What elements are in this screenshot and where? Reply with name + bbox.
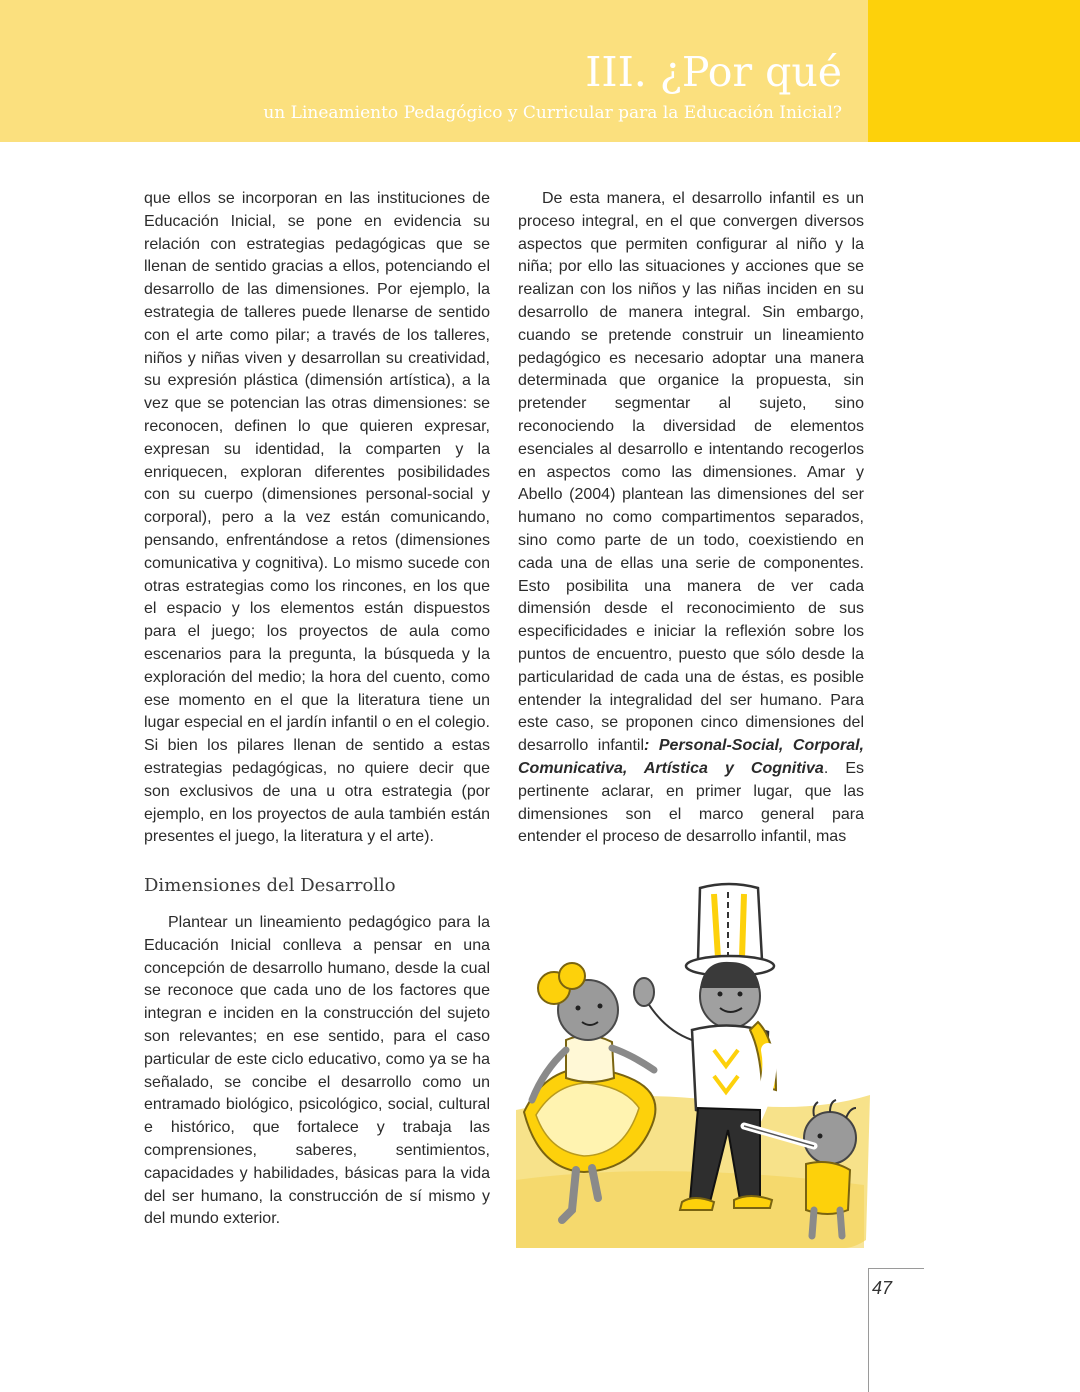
dimensions-emphasis: : Personal-Social, Corporal, Comunicativa, Artística y Cognitiva: [518, 737, 865, 777]
header-accent-block: [868, 0, 1080, 142]
chapter-title: III. ¿Por qué: [585, 48, 842, 96]
left-column-paragraph: que ellos se incorporan en las instituciones de Educación Inicial, se pone en evidencia su relación con estrategias pedagógicas que se llenan de sentido gracias a ellos, potenciando el desarrollo de las dimensiones. Por ejemplo, la estrategia de talleres puede llenarse de sentido con el arte como pilar; a través de los talleres, niños y niñas viven y desarrollan su creatividad, su expresión plástica (dimensión artística), a la vez que se potencian las otras dimensiones: se reconocen, definen lo que quieren expresar, expresan su identidad, la comparten y la enriquecen, exploran diferentes posibilidades con su cuerpo (dimensiones personal-social y corporal), pero a la vez están comunicando, pensando, enfrentándose a retos (dimensiones comunicativa y cognitiva). Lo mismo sucede con otras estrategias como los rincones, en los que el espacio y los elementos están dispuestos para el juego; los proyectos de aula como escenarios para la pregunta, la búsqueda y la exploración del medio; la hora del cuento, como ese momento en el que la literatura tiene un lugar especial en el jardín infantil o en el colegio. Si bien los pilares llenan de sentido a estas estrategias pedagógicas, no quiere decir que son exclusivos de una u otra estrategia (por ejemplo, en los proyectos de aula también están presentes el juego, la literatura y el arte).: [144, 190, 490, 846]
page-number-horizontal-rule: [868, 1268, 924, 1269]
left-text-column: [144, 188, 490, 849]
right-column-paragraph: [518, 188, 864, 849]
right-text-column: [518, 188, 864, 849]
page-number-vertical-rule: [868, 1268, 869, 1392]
section-heading: Dimensiones del Desarrollo: [144, 875, 396, 896]
page-number: 47: [872, 1278, 893, 1298]
right-column-text-end: . Es pertinente aclarar, en primer lugar, que las dimensiones son el marco general para entender el proceso de desarrollo infantil, mas: [518, 759, 865, 846]
dancing-children-illustration: [514, 880, 870, 1250]
chapter-subtitle: un Lineamiento Pedagógico y Curricular para la Educación Inicial?: [263, 103, 842, 123]
right-column-text-start: De esta manera, el desarrollo infantil es un proceso integral, en el que convergen diversos aspectos que permiten configurar al niño y la niña; por ello las situaciones y acciones que se realizan con los niños y las niñas inciden en su desarrollo de manera integral. Sin embargo, cuando se pretende construir un lineamiento pedagógico es necesario adoptar una manera determinada que organice la propuesta, sin pretender segmentar al sujeto, sino reconociendo la diversidad de elementos esenciales al desarrollo e intentando recogerlos en aspectos como las dimensiones. Amar y Abello (2004) plantean las dimensiones del ser humano no como compartimentos separados, sino como parte de un todo, coexistiendo en cada una de ellas una serie de componentes. Esto posibilita una manera de ver cada dimensión desde el reconocimiento de sus especificidades e iniciar la reflexión sobre los puntos de encuentro, puesto que sólo desde la particularidad de cada una de éstas, es posible entender la integralidad del ser humano. Para este caso, se proponen cinco dimensiones del desarrollo infantil: [518, 190, 864, 755]
section-paragraph: Plantear un lineamiento pedagógico para la Educación Inicial conlleva a pensar en una concepción de desarrollo humano, desde la cual se reconoce que cada uno de los factores que integran e inciden en la construcción del sujeto son relevantes; en ese sentido, para el caso particular de este ciclo educativo, como ya se ha señalado, se concibe el desarrollo como un entramado biológico, psicológico, social, cultural e histórico, que fortalece y trabaja las comprensiones, saberes, sentimientos, capacidades y habilidades, básicas para la vida del ser humano, la construcción de sí mismo y del mundo exterior.: [144, 914, 490, 1228]
